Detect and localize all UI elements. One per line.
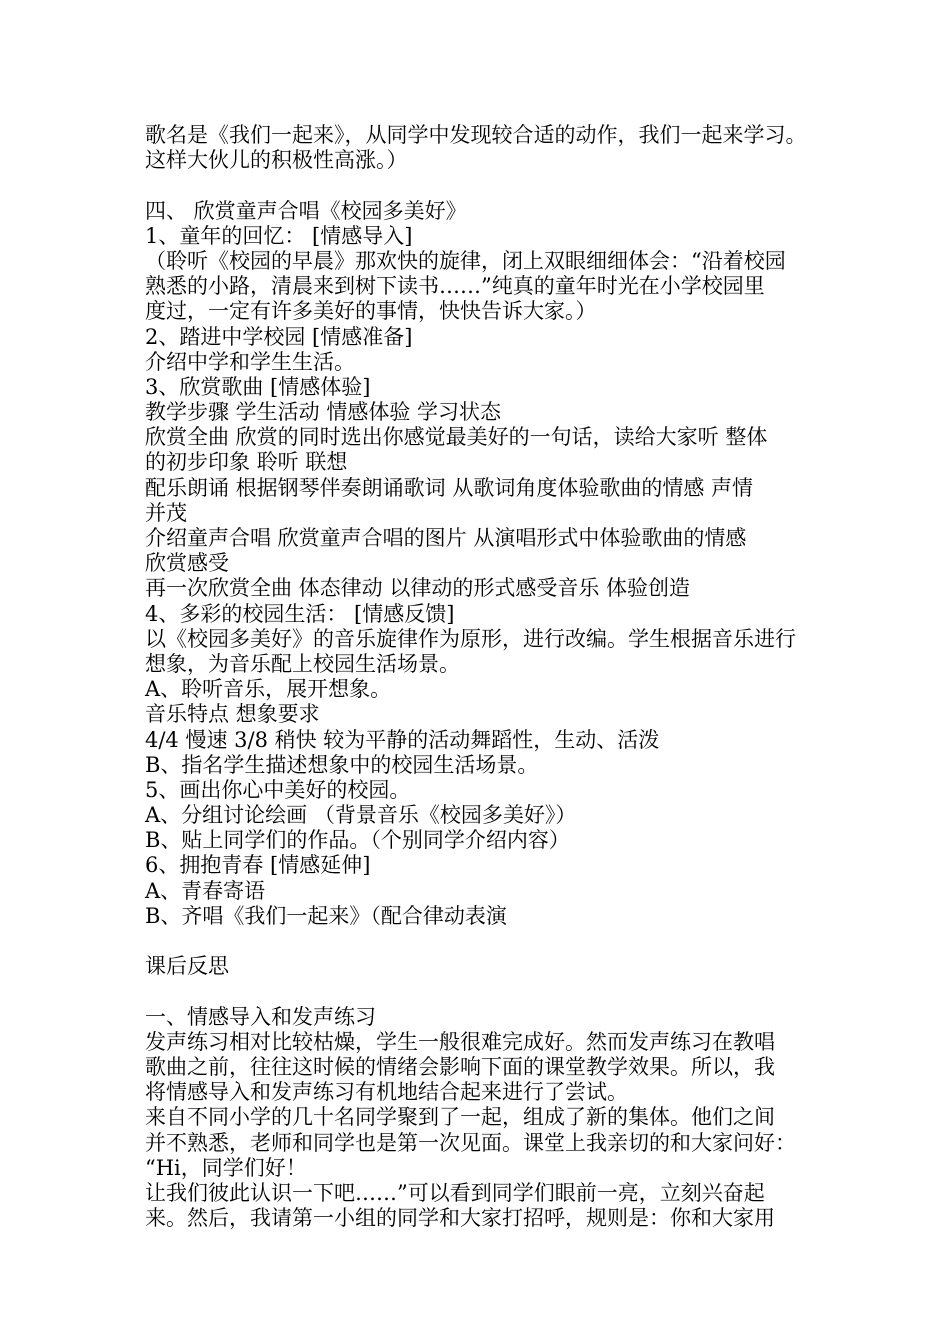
text-line: 并茂	[145, 500, 187, 525]
text-line: 来。然后，我请第一小组的同学和大家打招呼，规则是：你和大家用	[145, 1206, 775, 1231]
text-line: 发声练习相对比较枯燥，学生一般很难完成好。然而发声练习在教唱	[145, 1029, 775, 1054]
text-line: 的初步印象 聆听 联想	[145, 450, 348, 475]
text-line: 度过，一定有许多美好的事情，快快告诉大家。）	[145, 299, 597, 324]
text-line: （聆听《校园的早晨》那欢快的旋律，闭上双眼细细体会：“沿着校园	[145, 248, 786, 273]
text-line: B、贴上同学们的作品。（个别同学介绍内容）	[145, 828, 570, 853]
blank-line	[145, 929, 835, 954]
text-line: 3、欣赏歌曲 [情感体验]	[145, 374, 371, 399]
text-line: B、指名学生描述想象中的校园生活场景。	[145, 752, 539, 777]
text-line: 4、多彩的校园生活： [情感反馈]	[145, 601, 455, 626]
text-line: 课后反思	[145, 954, 229, 979]
blank-line	[145, 173, 835, 198]
text-line: 音乐特点 想象要求	[145, 702, 320, 727]
text-line: A、聆听音乐，展开想象。	[145, 677, 392, 702]
text-line: 熟悉的小路，清晨来到树下读书……”纯真的童年时光在小学校园里	[145, 274, 765, 299]
text-line: 4/4 慢速 3/8 稍快 较为平静的活动舞蹈性，生动、活泼	[145, 727, 660, 752]
text-line: 5、画出你心中美好的校园。	[145, 777, 411, 802]
text-line: 2、踏进中学校园 [情感准备]	[145, 324, 413, 349]
text-line: 让我们彼此认识一下吧……”可以看到同学们眼前一亮，立刻兴奋起	[145, 1180, 765, 1205]
text-line: A、分组讨论绘画 （背景音乐《校园多美好》）	[145, 803, 577, 828]
text-line: 歌曲之前，往往这时候的情绪会影响下面的课堂教学效果。所以，我	[145, 1054, 775, 1079]
text-line: 欣赏全曲 欣赏的同时选出你感觉最美好的一句话，读给大家听 整体	[145, 425, 768, 450]
text-line: 介绍中学和学生生活。	[145, 349, 355, 374]
text-line: 6、拥抱青春 [情感延伸]	[145, 853, 371, 878]
text-line: 教学步骤 学生活动 情感体验 学习状态	[145, 400, 502, 425]
text-line: 欣赏感受	[145, 551, 229, 576]
text-line: 歌名是《我们一起来》，从同学中发现较合适的动作，我们一起来学习。	[145, 123, 807, 147]
text-line: 以《校园多美好》的音乐旋律作为原形，进行改编。学生根据音乐进行	[145, 626, 796, 651]
text-line: 来自不同小学的几十名同学聚到了一起，组成了新的集体。他们之间	[145, 1105, 775, 1130]
text-line: 1、童年的回忆： [情感导入]	[145, 223, 413, 248]
text-line: “Hi，同学们好！	[145, 1155, 307, 1180]
text-line: 这样大伙儿的积极性高涨。）	[145, 148, 408, 173]
text-line: 并不熟悉，老师和同学也是第一次见面。课堂上我亲切的和大家问好：	[145, 1130, 796, 1155]
text-line: 配乐朗诵 根据钢琴伴奏朗诵歌词 从歌词角度体验歌曲的情感 声情	[145, 475, 754, 500]
text-line: 想象，为音乐配上校园生活场景。	[145, 651, 460, 676]
text-line: B、齐唱《我们一起来》（配合律动表演	[145, 903, 507, 928]
text-line: 再一次欣赏全曲 体态律动 以律动的形式感受音乐 体验创造	[145, 576, 691, 601]
blank-line	[145, 979, 835, 1004]
document-body	[145, 123, 835, 1231]
text-line: 四、 欣赏童声合唱《校园多美好》	[145, 198, 467, 223]
text-line: 一、情感导入和发声练习	[145, 1004, 376, 1029]
text-line: 将情感导入和发声练习有机地结合起来进行了尝试。	[145, 1080, 628, 1105]
text-line: 介绍童声合唱 欣赏童声合唱的图片 从演唱形式中体验歌曲的情感	[145, 526, 747, 550]
text-line: A、青春寄语	[145, 878, 266, 903]
